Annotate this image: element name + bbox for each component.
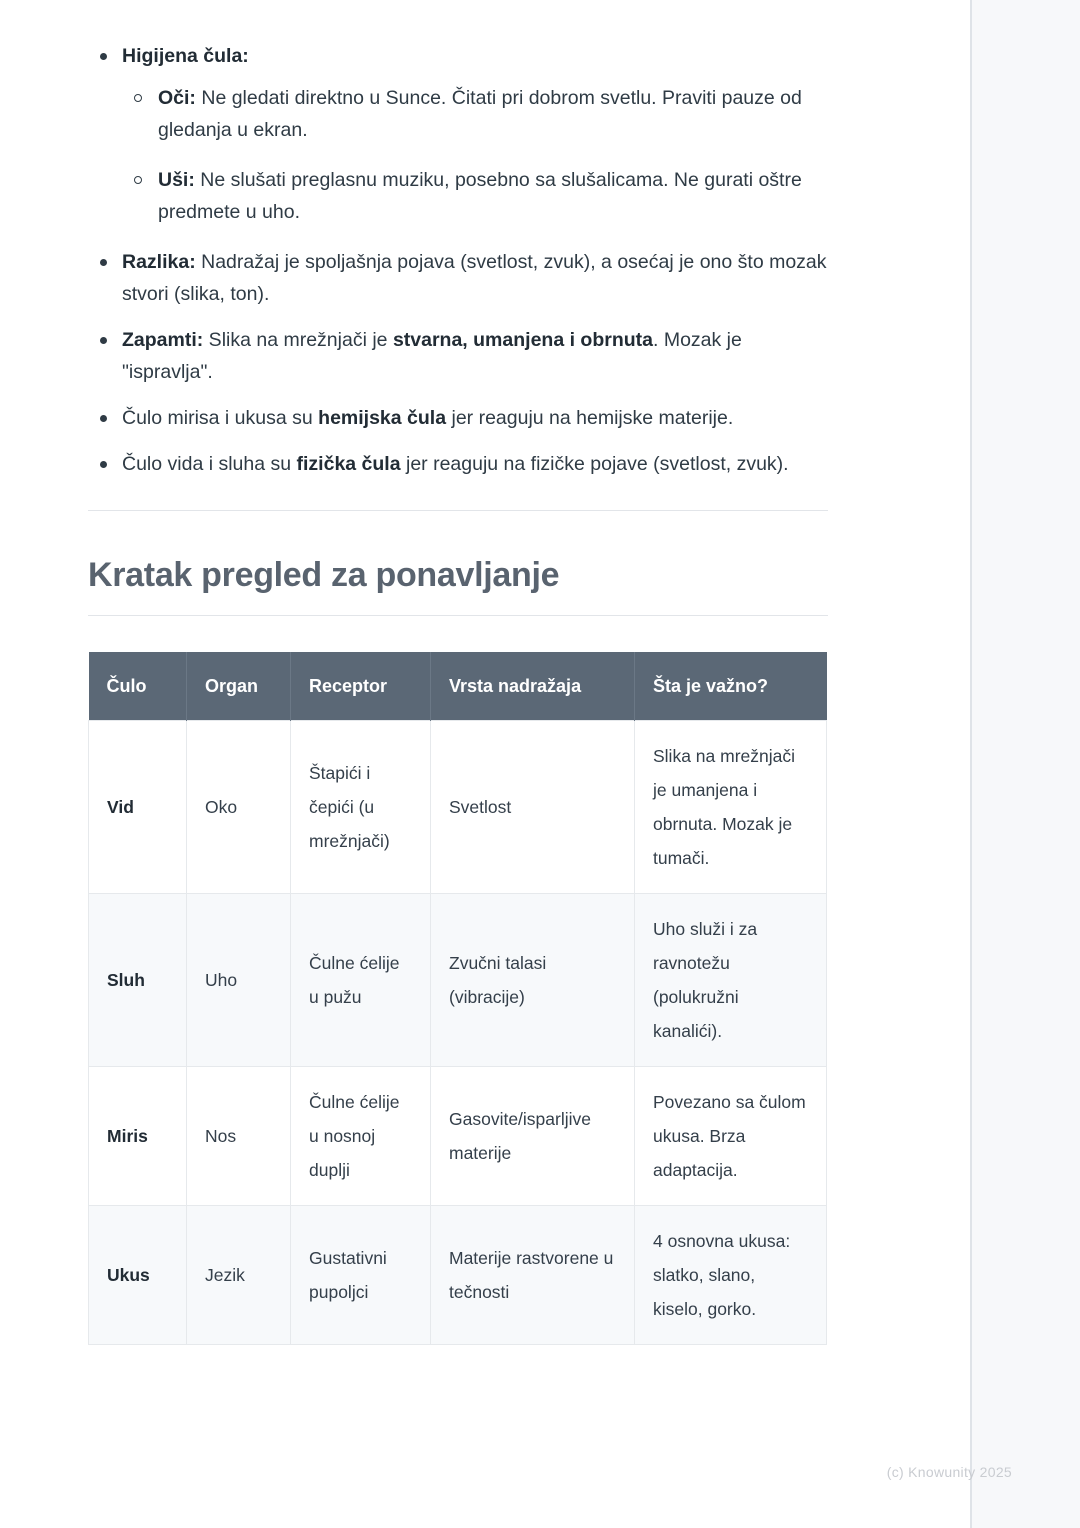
bullet-emphasis: stvarna, umanjena i obrnuta [392, 329, 653, 351]
table-cell: Ukus [89, 1206, 187, 1345]
table-header-row [89, 652, 827, 721]
sub-bullet-text: Ne slušati preglasnu muziku, posebno sa slušalicama. Ne gurati oštre predmete u uho. [158, 169, 802, 223]
table-body [89, 721, 827, 1345]
table-cell: Svetlost [431, 721, 635, 894]
title-underline [88, 615, 828, 616]
list-item [88, 246, 828, 310]
table-row [89, 721, 827, 894]
table-header-cell: Organ [187, 652, 291, 721]
table-cell: Vid [89, 721, 187, 894]
list-item [88, 40, 828, 228]
sub-bullet-lead: Uši: [158, 169, 195, 191]
table-row [89, 1067, 827, 1206]
table-header-cell: Receptor [291, 652, 431, 721]
table-row [89, 894, 827, 1067]
bullet-emphasis: hemijska čula [318, 407, 447, 429]
sub-bullet-text: Ne gledati direktno u Sunce. Čitati pri dobrom svetlu. Praviti pauze od gledanja u ekran. [158, 87, 802, 141]
table-cell: Materije rastvorene u tečnosti [431, 1206, 635, 1345]
table-cell: Miris [89, 1067, 187, 1206]
table-cell: Povezano sa čulom ukusa. Brza adaptacija. [635, 1067, 827, 1206]
table-cell: Zvučni talasi (vibracije) [431, 894, 635, 1067]
bullet-text-tail: jer reaguju na fizičke pojave (svetlost, zvuk). [400, 453, 789, 475]
summary-table [88, 652, 827, 1345]
table-cell: Čulne ćelije u nosnoj duplji [291, 1067, 431, 1206]
list-item [88, 402, 828, 434]
table-header-cell: Vrsta nadražaja [431, 652, 635, 721]
bullet-text: Čulo mirisa i ukusa su [122, 407, 319, 429]
bullet-text: Slika na mrežnjači je [203, 329, 393, 351]
bullet-text: Čulo vida i sluha su [122, 453, 297, 475]
document-content [88, 40, 828, 1345]
table-cell: Oko [187, 721, 291, 894]
sub-bullet-list [122, 82, 828, 228]
table-cell: Čulne ćelije u pužu [291, 894, 431, 1067]
list-item [122, 164, 828, 228]
table-cell: Jezik [187, 1206, 291, 1345]
table-cell: 4 osnovna ukusa: slatko, slano, kiselo, gorko. [635, 1206, 827, 1345]
table-cell: Gasovite/isparljive materije [431, 1067, 635, 1206]
table-cell: Slika na mrežnjači je umanjena i obrnuta. Mozak je tumači. [635, 721, 827, 894]
bullet-emphasis: fizička čula [296, 453, 401, 475]
table-cell: Nos [187, 1067, 291, 1206]
page-title: Kratak pregled za ponavljanje [88, 556, 560, 594]
section-divider [88, 510, 828, 511]
page-right-rail [970, 0, 1080, 1528]
list-item [88, 448, 828, 480]
bullet-lead: Zapamti: [122, 329, 204, 351]
sub-bullet-lead: Oči: [158, 87, 196, 109]
bullet-text-tail: jer reaguju na hemijske materije. [446, 407, 734, 429]
bullet-text: Nadražaj je spoljašnja pojava (svetlost, zvuk), a osećaj je ono što mozak stvori (slika, ton). [122, 251, 827, 305]
list-item [122, 82, 828, 146]
table-head [89, 652, 827, 721]
table-header-cell: Čulo [89, 652, 187, 721]
table-cell: Uho [187, 894, 291, 1067]
table-cell: Štapići i čepići (u mrežnjači) [291, 721, 431, 894]
watermark: (c) Knowunity 2025 [886, 1464, 1012, 1480]
table-cell: Uho služi i za ravnotežu (polukružni kanalići). [635, 894, 827, 1067]
table-cell: Sluh [89, 894, 187, 1067]
table-cell: Gustativni pupoljci [291, 1206, 431, 1345]
table-header-cell: Šta je važno? [635, 652, 827, 721]
bullet-text-tail: . Mozak je "ispravlja". [122, 329, 742, 383]
table-row [89, 1206, 827, 1345]
list-item [88, 324, 828, 388]
bullet-list [88, 40, 828, 480]
bullet-lead: Higijena čula: [122, 45, 249, 67]
bullet-lead: Razlika: [122, 251, 196, 273]
